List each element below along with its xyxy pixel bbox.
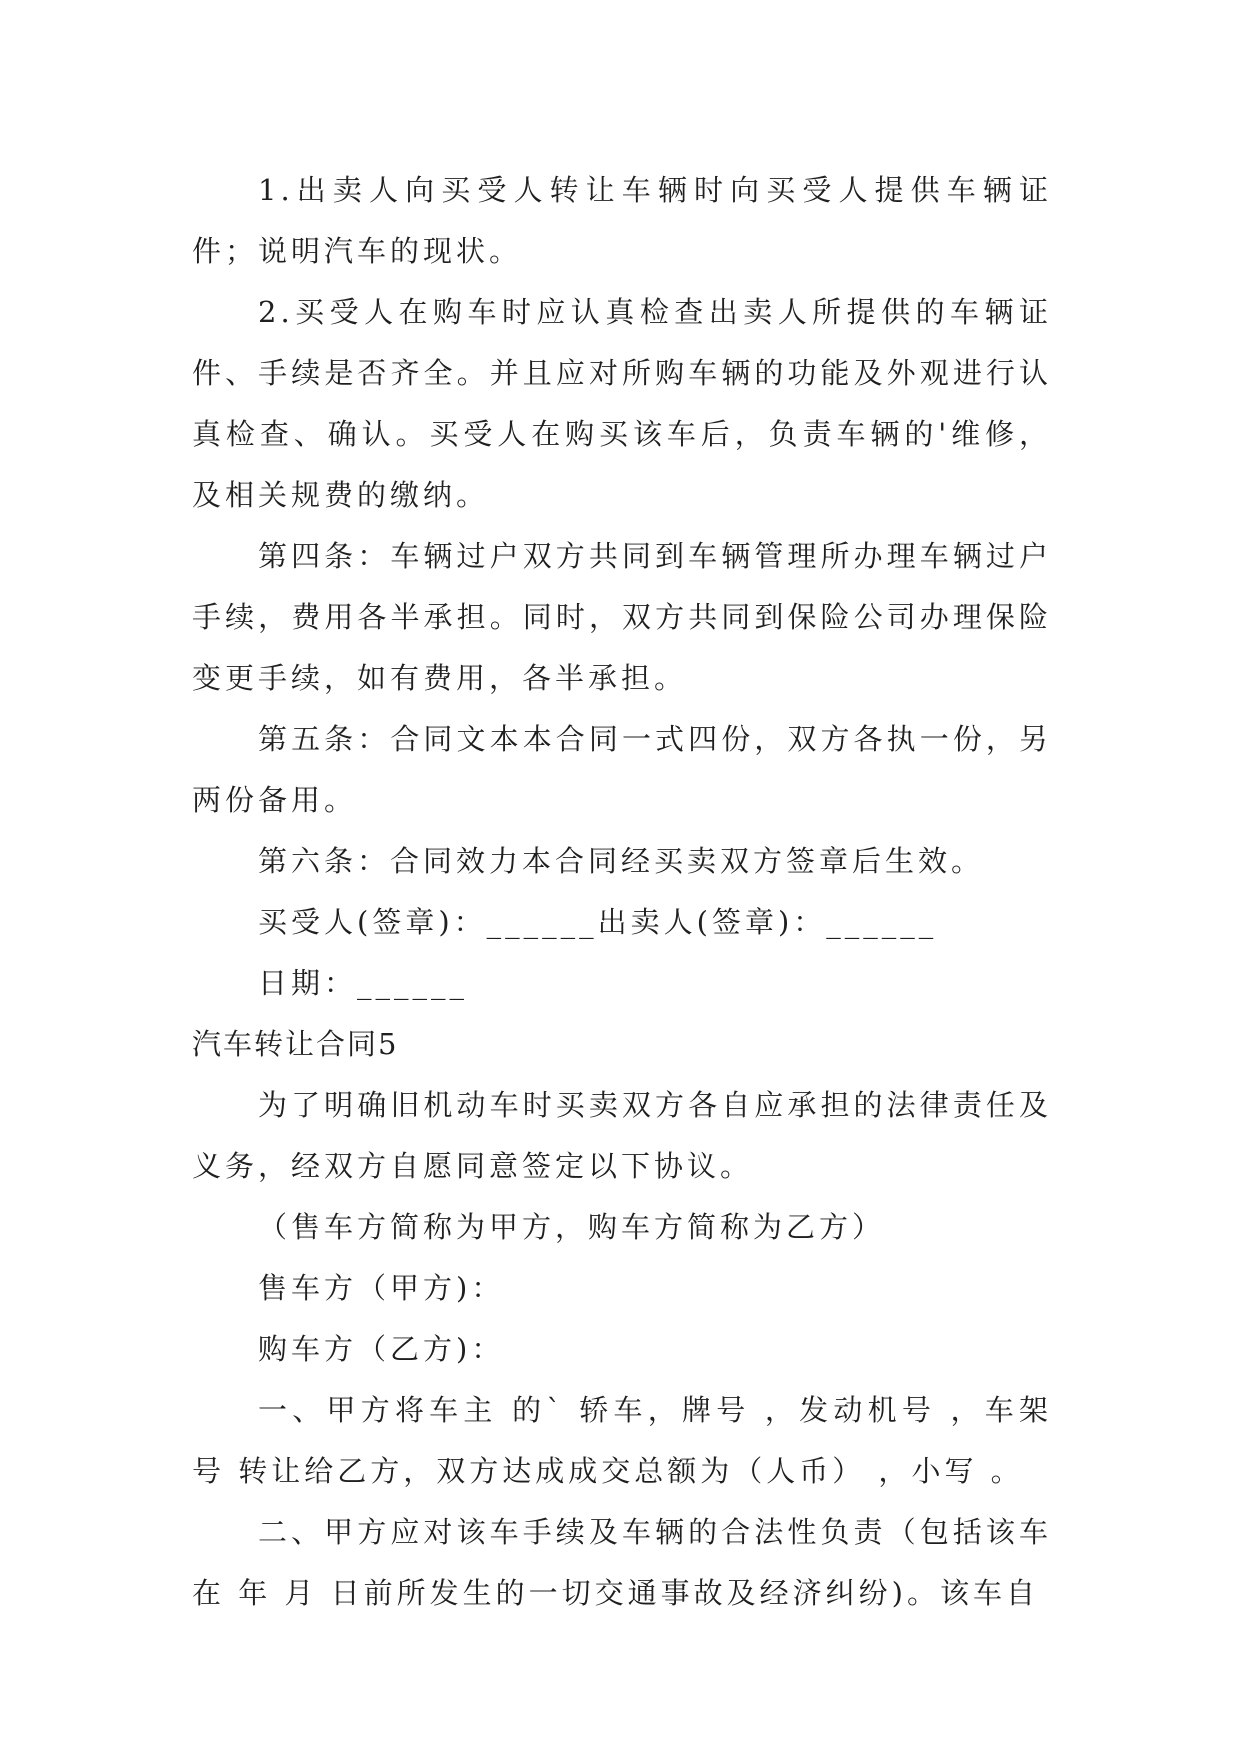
paragraph-article-6: 第六条：合同效力本合同经买卖双方签章后生效。 [258, 844, 985, 878]
paragraph-seller-party: 售车方（甲方)： [258, 1271, 505, 1305]
signature-line: 买受人(签章)：______出卖人(签章)：______ [258, 905, 938, 939]
date-line: 日期：______ [258, 966, 469, 1000]
document-body [192, 160, 1052, 1624]
paragraph-buyer-duty: 2.买受人在购车时应认真检查出卖人所提供的车辆证件、手续是否齐全。并且应对所购车辆的功能及外观进行认真检查、确认。买受人在购买该车后，负责车辆的'维修，及相关规费的缴纳。 [192, 295, 1052, 512]
paragraph-clause-1: 一、甲方将车主 的` 轿车，牌号 ，发动机号 ，车架号 转让给乙方，双方达成成交总额为（人币） ，小写 。 [192, 1393, 1052, 1488]
paragraph-clause-2: 二、甲方应对该车手续及车辆的合法性负责（包括该车在 年 月 日前所发生的一切交通事故及经济纠纷)。该车自 [192, 1515, 1052, 1610]
paragraph-article-4: 第四条：车辆过户双方共同到车辆管理所办理车辆过户手续，费用各半承担。同时，双方共同到保险公司办理保险变更手续，如有费用，各半承担。 [192, 539, 1052, 695]
paragraph-seller-duty: 1.出卖人向买受人转让车辆时向买受人提供车辆证件；说明汽车的现状。 [192, 173, 1052, 268]
paragraph-article-5: 第五条：合同文本本合同一式四份，双方各执一份，另两份备用。 [192, 722, 1052, 817]
paragraph-party-abbreviation: （售车方简称为甲方，购车方简称为乙方） [258, 1210, 886, 1244]
paragraph-buyer-party: 购车方（乙方)： [258, 1332, 505, 1366]
paragraph-purpose: 为了明确旧机动车时买卖双方各自应承担的法律责任及义务，经双方自愿同意签定以下协议。 [192, 1088, 1052, 1183]
section-title: 汽车转让合同5 [192, 1027, 399, 1061]
